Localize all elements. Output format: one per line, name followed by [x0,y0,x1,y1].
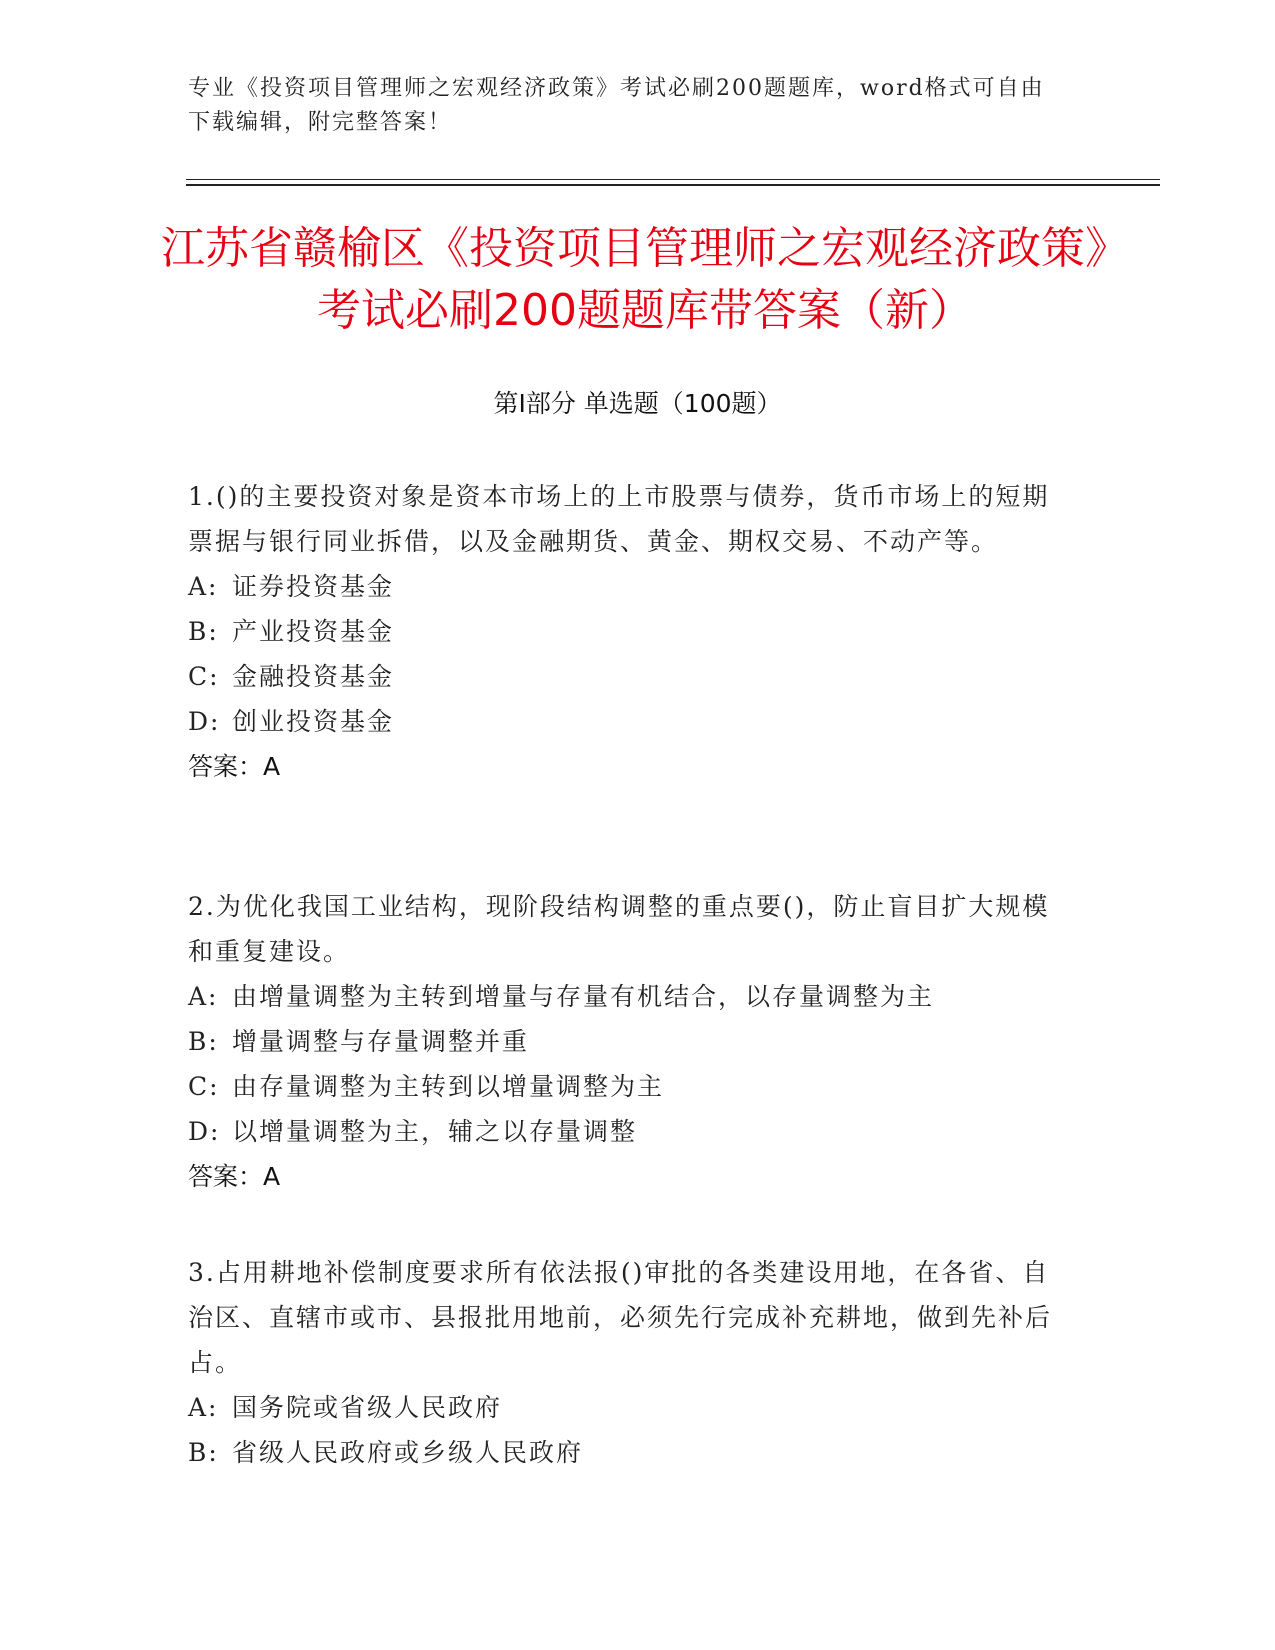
option-key: D: [188,1117,221,1146]
option-text: 金融投资基金 [232,662,395,691]
option-key: A: [188,572,219,601]
option-b [188,609,1068,654]
option-b [188,1019,1068,1064]
question-3 [188,1250,1068,1475]
option-text: 由存量调整为主转到以增量调整为主 [232,1072,665,1101]
option-c [188,654,1068,699]
header-rule-thin [186,179,1160,180]
answer: 答案：A [188,752,281,781]
option-a [188,974,1068,1019]
section-title: 第Ⅰ部分 单选题（100题） [493,389,782,418]
option-d [188,699,1068,744]
option-key: C: [188,1072,220,1101]
question-1 [188,474,1068,789]
option-text: 增量调整与存量调整并重 [232,1027,530,1056]
option-text: 创业投资基金 [232,707,395,736]
option-key: A: [188,982,219,1011]
option-text: 以增量调整为主，辅之以存量调整 [232,1117,638,1146]
answer: 答案：A [188,1162,281,1191]
option-key: B: [188,1438,219,1467]
option-text: 由增量调整为主转到增量与存量有机结合，以存量调整为主 [232,982,935,1011]
option-text: 省级人民政府或乡级人民政府 [232,1438,584,1467]
question-stem: 3.占用耕地补偿制度要求所有依法报()审批的各类建设用地，在各省、自治区、直辖市或市、县报批用地前，必须先行完成补充耕地，做到先补后占。 [188,1258,1053,1377]
option-text: 产业投资基金 [232,617,395,646]
option-key: C: [188,662,220,691]
question-stem: 2.为优化我国工业结构，现阶段结构调整的重点要()，防止盲目扩大规模和重复建设。 [188,892,1050,966]
option-a [188,564,1068,609]
option-d [188,1109,1068,1154]
option-key: B: [188,1027,219,1056]
option-b [188,1430,1068,1475]
document-title: 江苏省赣榆区《投资项目管理师之宏观经济政策》考试必刷200题题库带答案（新） [161,223,1129,336]
option-key: D: [188,707,221,736]
option-c [188,1064,1068,1109]
option-key: B: [188,617,219,646]
option-text: 证券投资基金 [232,572,395,601]
option-key: A: [188,1393,219,1422]
question-stem: 1.()的主要投资对象是资本市场上的上市股票与债券，货币市场上的短期票据与银行同业拆借，以及金融期货、黄金、期权交易、不动产等。 [188,482,1050,556]
question-2 [188,884,1068,1199]
option-text: 国务院或省级人民政府 [232,1393,503,1422]
header-note: 专业《投资项目管理师之宏观经济政策》考试必刷200题题库，word格式可自由下载编辑，附完整答案！ [188,76,1045,135]
header-rule-thick [186,184,1160,186]
option-a [188,1385,1068,1430]
